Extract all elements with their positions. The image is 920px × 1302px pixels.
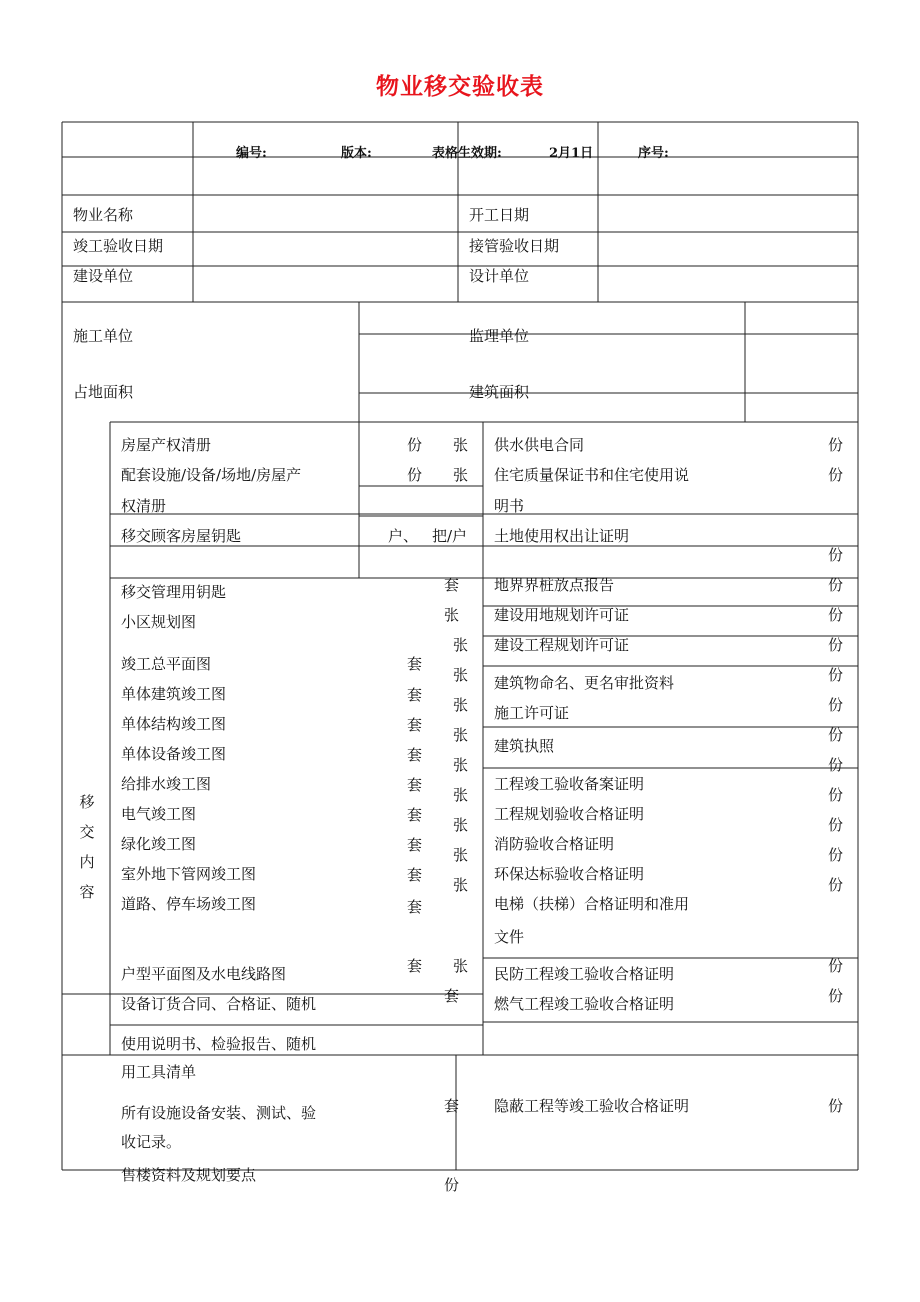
serial-label: 序号:: [638, 146, 669, 161]
left-item: 房屋产权清册: [121, 436, 212, 454]
unit-tao: 套: [407, 957, 423, 975]
unit-tao: 套: [407, 655, 423, 673]
unit-tao: 套: [407, 686, 423, 704]
version-label: 版本:: [341, 146, 372, 161]
left-item: 收记录。: [121, 1133, 182, 1151]
left-item: 户型平面图及水电线路图: [121, 965, 287, 983]
left-item: 移交顾客房屋钥匙: [121, 527, 242, 545]
left-item: 电气竣工图: [121, 805, 197, 823]
left-item: 小区规划图: [121, 613, 197, 631]
unit-zhang: 张: [453, 696, 469, 714]
left-item: 配套设施/设备/场地/房屋产: [121, 466, 302, 484]
takeover-date-label: 接管验收日期: [469, 237, 560, 255]
unit-fen: 份: [828, 636, 844, 654]
effective-label: 表格生效期:: [432, 146, 502, 161]
left-item: 移交管理用钥匙: [121, 583, 227, 601]
right-item: 建设用地规划许可证: [494, 606, 630, 624]
unit-fen: 份: [828, 846, 844, 864]
effective-date: 2月1日: [549, 146, 594, 161]
builder-label: 建设单位: [73, 267, 134, 285]
left-item: 所有设施设备安装、测试、验: [121, 1104, 317, 1122]
unit-zhang: 张: [444, 606, 460, 624]
right-item: 施工许可证: [494, 704, 570, 722]
unit-fen: 份: [828, 987, 844, 1005]
unit-fen: 份: [828, 576, 844, 594]
unit-zhang: 张: [453, 666, 469, 684]
right-item: 文件: [494, 928, 525, 946]
unit-tao: 套: [444, 1097, 460, 1115]
building-area-label: 建筑面积: [469, 383, 530, 401]
unit-tao: 套: [407, 746, 423, 764]
right-item: 土地使用权出让证明: [494, 527, 630, 545]
right-item: 燃气工程竣工验收合格证明: [494, 995, 675, 1013]
unit-fen: 份: [828, 726, 844, 744]
unit-fen: 份: [828, 606, 844, 624]
unit-hu: 户、: [388, 527, 419, 545]
unit-fen: 份: [828, 1097, 844, 1115]
unit-zhang: 张: [453, 876, 469, 894]
supervisor-label: 监理单位: [469, 327, 530, 345]
left-item: 单体结构竣工图: [121, 715, 227, 733]
left-item: 权清册: [121, 497, 167, 515]
unit-tao: 套: [407, 776, 423, 794]
unit-fen: 份: [828, 666, 844, 684]
unit-zhang: 张: [453, 786, 469, 804]
left-item: 绿化竣工图: [121, 835, 197, 853]
form-title: 物业移交验收表: [376, 73, 544, 100]
right-item: 明书: [494, 497, 525, 515]
land-area-label: 占地面积: [73, 383, 134, 401]
unit-tao: 套: [407, 806, 423, 824]
section-label-char: 内: [79, 853, 95, 871]
left-item: 单体设备竣工图: [121, 745, 227, 763]
right-item: 供水供电合同: [494, 436, 585, 454]
left-item: 使用说明书、检验报告、随机: [121, 1035, 317, 1053]
unit-fen: 份: [828, 546, 844, 564]
right-item: 住宅质量保证书和住宅使用说: [494, 466, 690, 484]
unit-zhang: 张: [453, 756, 469, 774]
unit-fen: 份: [828, 786, 844, 804]
unit-ba: 把/户: [432, 527, 468, 545]
completion-date-label: 竣工验收日期: [73, 237, 164, 255]
right-item: 建设工程规划许可证: [494, 636, 630, 654]
right-item: 工程规划验收合格证明: [494, 805, 645, 823]
unit-tao: 套: [407, 866, 423, 884]
right-item: 隐蔽工程等竣工验收合格证明: [494, 1097, 690, 1115]
unit-zhang: 张: [453, 726, 469, 744]
unit-tao: 套: [444, 576, 460, 594]
unit-zhang: 张: [453, 816, 469, 834]
unit-fen: 份: [407, 466, 423, 484]
right-item: 建筑执照: [494, 737, 555, 755]
left-item: 单体建筑竣工图: [121, 685, 227, 703]
right-item: 消防验收合格证明: [494, 835, 615, 853]
unit-zhang: 张: [453, 846, 469, 864]
unit-zhang: 张: [453, 636, 469, 654]
section-label-char: 移: [79, 793, 95, 811]
unit-fen: 份: [828, 466, 844, 484]
left-item: 售楼资料及规划要点: [121, 1166, 257, 1184]
left-item: 用工具清单: [121, 1063, 197, 1081]
right-item: 环保达标验收合格证明: [494, 865, 645, 883]
left-item: 道路、停车场竣工图: [121, 895, 257, 913]
unit-fen: 份: [828, 876, 844, 894]
left-item: 竣工总平面图: [121, 655, 212, 673]
unit-tao: 套: [444, 987, 460, 1005]
right-item: 建筑物命名、更名审批资料: [494, 674, 675, 692]
start-date-label: 开工日期: [469, 206, 530, 224]
unit-tao: 套: [407, 898, 423, 916]
number-label: 编号:: [236, 146, 267, 161]
right-item: 地界界桩放点报告: [494, 576, 615, 594]
unit-fen: 份: [828, 696, 844, 714]
unit-tao: 套: [407, 836, 423, 854]
unit-zhang: 张: [453, 466, 469, 484]
unit-fen: 份: [828, 756, 844, 774]
designer-label: 设计单位: [469, 267, 530, 285]
right-item: 民防工程竣工验收合格证明: [494, 965, 675, 983]
unit-fen: 份: [828, 957, 844, 975]
unit-zhang: 张: [453, 436, 469, 454]
left-item: 设备订货合同、合格证、随机: [121, 995, 317, 1013]
unit-fen: 份: [407, 436, 423, 454]
unit-fen: 份: [444, 1176, 460, 1194]
property-name-label: 物业名称: [73, 206, 134, 224]
constructor-label: 施工单位: [73, 327, 134, 345]
section-label-char: 交: [79, 823, 95, 841]
left-item: 给排水竣工图: [121, 775, 212, 793]
right-item: 工程竣工验收备案证明: [494, 775, 645, 793]
right-item: 电梯（扶梯）合格证明和准用: [494, 895, 690, 913]
unit-fen: 份: [828, 436, 844, 454]
unit-zhang: 张: [453, 957, 469, 975]
unit-fen: 份: [828, 816, 844, 834]
left-item: 室外地下管网竣工图: [121, 865, 257, 883]
unit-tao: 套: [407, 716, 423, 734]
section-label-char: 容: [79, 883, 95, 901]
